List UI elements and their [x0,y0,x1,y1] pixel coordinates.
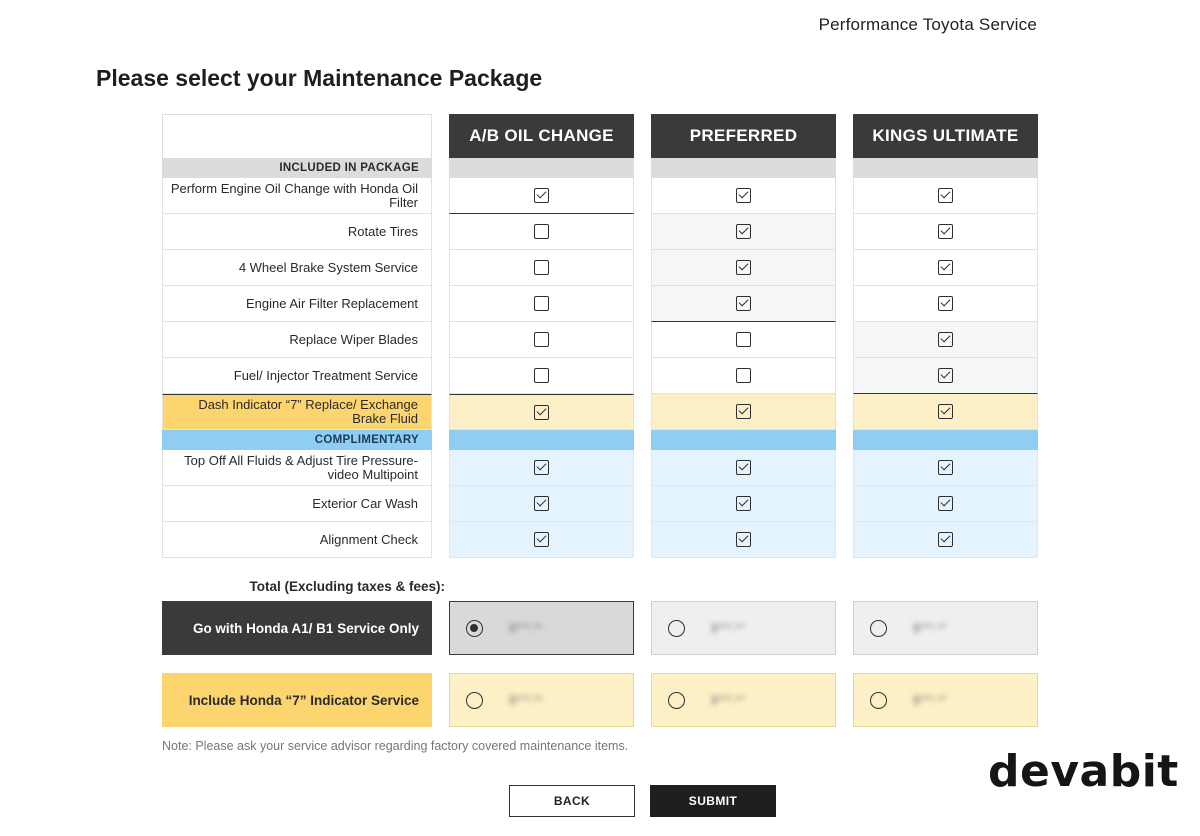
radio-icon[interactable] [870,692,887,709]
total-label: Total (Excluding taxes & fees): [249,579,445,594]
section-spacer [449,430,634,450]
option-label-service-only: Go with Honda A1/ B1 Service Only [162,601,432,655]
section-included: INCLUDED IN PACKAGE [162,158,432,178]
checkbox-icon [736,296,751,311]
checkbox-icon [736,460,751,475]
checkbox-icon [534,296,549,311]
price-option[interactable] [449,601,634,655]
feature-label: Exterior Car Wash [162,486,432,522]
feature-cell [651,522,836,558]
feature-label: Dash Indicator “7” Replace/ Exchange Brake Fluid [162,394,432,430]
feature-cell [853,394,1038,430]
feature-cell [651,214,836,250]
price-option[interactable] [853,673,1038,727]
checkbox-icon [534,496,549,511]
checkbox-icon [736,532,751,547]
feature-label: Replace Wiper Blades [162,322,432,358]
feature-label: Rotate Tires [162,214,432,250]
checkbox-icon [534,188,549,203]
price-value: $***.** [711,693,745,707]
feature-cell [651,358,836,394]
radio-icon[interactable] [668,692,685,709]
back-button[interactable]: BACK [509,785,635,817]
price-option[interactable] [449,673,634,727]
checkbox-icon [534,532,549,547]
checkbox-icon [938,404,953,419]
page-title: Please select your Maintenance Package [96,65,543,91]
feature-label: Fuel/ Injector Treatment Service [162,358,432,394]
feature-label-column [162,114,432,558]
feature-label: Engine Air Filter Replacement [162,286,432,322]
price-value: $***.** [913,621,947,635]
checkbox-icon [938,188,953,203]
feature-cell [853,322,1038,358]
feature-label: Top Off All Fluids & Adjust Tire Pressure-video Multipoint [162,450,432,486]
section-spacer [651,430,836,450]
feature-cell [651,450,836,486]
checkbox-icon [938,332,953,347]
checkbox-icon [736,224,751,239]
price-value: $***.** [509,693,543,707]
checkbox-icon [736,260,751,275]
checkbox-icon [534,405,549,420]
section-spacer [853,430,1038,450]
feature-label: Perform Engine Oil Change with Honda Oil Filter [162,178,432,214]
checkbox-icon [534,224,549,239]
feature-cell [651,178,836,214]
feature-cell [449,214,634,250]
checkbox-icon [736,404,751,419]
feature-cell [449,178,634,214]
feature-cell [853,250,1038,286]
checkbox-icon [736,368,751,383]
price-value: $***.** [509,621,543,635]
feature-cell [853,450,1038,486]
checkbox-icon [736,332,751,347]
price-option[interactable] [651,601,836,655]
checkbox-icon [938,460,953,475]
feature-cell [853,486,1038,522]
section-complimentary: COMPLIMENTARY [162,430,432,450]
checkbox-icon [938,532,953,547]
package-column-kings-ultimate [853,114,1038,558]
feature-cell [853,178,1038,214]
feature-cell [651,250,836,286]
feature-cell [853,522,1038,558]
feature-cell [651,286,836,322]
feature-cell [449,358,634,394]
checkbox-icon [938,496,953,511]
section-spacer [651,158,836,178]
feature-cell [449,250,634,286]
radio-icon[interactable] [466,620,483,637]
option-label-indicator-service: Include Honda “7” Indicator Service [162,673,432,727]
feature-cell [449,450,634,486]
feature-cell [853,214,1038,250]
feature-cell [449,486,634,522]
checkbox-icon [938,224,953,239]
checkbox-icon [938,368,953,383]
price-option[interactable] [853,601,1038,655]
checkbox-icon [938,296,953,311]
feature-cell [651,394,836,430]
package-column-ab-oil-change [449,114,634,558]
package-header: PREFERRED [651,114,836,158]
package-column-preferred [651,114,836,558]
checkbox-icon [534,368,549,383]
feature-cell [449,522,634,558]
feature-cell [449,286,634,322]
price-value: $***.** [711,621,745,635]
label-header-blank [162,114,432,158]
feature-label: 4 Wheel Brake System Service [162,250,432,286]
brand-logo: devabit [988,746,1179,797]
maintenance-note: Note: Please ask your service advisor regarding factory covered maintenance items. [162,739,629,753]
radio-icon[interactable] [466,692,483,709]
feature-cell [651,486,836,522]
dealer-name: Performance Toyota Service [818,15,1037,34]
checkbox-icon [534,460,549,475]
radio-icon[interactable] [668,620,685,637]
feature-cell [853,286,1038,322]
feature-cell [651,322,836,358]
checkbox-icon [736,188,751,203]
checkbox-icon [736,496,751,511]
checkbox-icon [534,260,549,275]
price-value: $***.** [913,693,947,707]
section-spacer [853,158,1038,178]
submit-button[interactable]: SUBMIT [650,785,776,817]
package-header: A/B OIL CHANGE [449,114,634,158]
feature-label: Alignment Check [162,522,432,558]
checkbox-icon [938,260,953,275]
price-option[interactable] [651,673,836,727]
feature-cell [449,322,634,358]
section-spacer [449,158,634,178]
checkbox-icon [534,332,549,347]
package-header: KINGS ULTIMATE [853,114,1038,158]
feature-cell [853,358,1038,394]
feature-cell [449,394,634,430]
radio-icon[interactable] [870,620,887,637]
